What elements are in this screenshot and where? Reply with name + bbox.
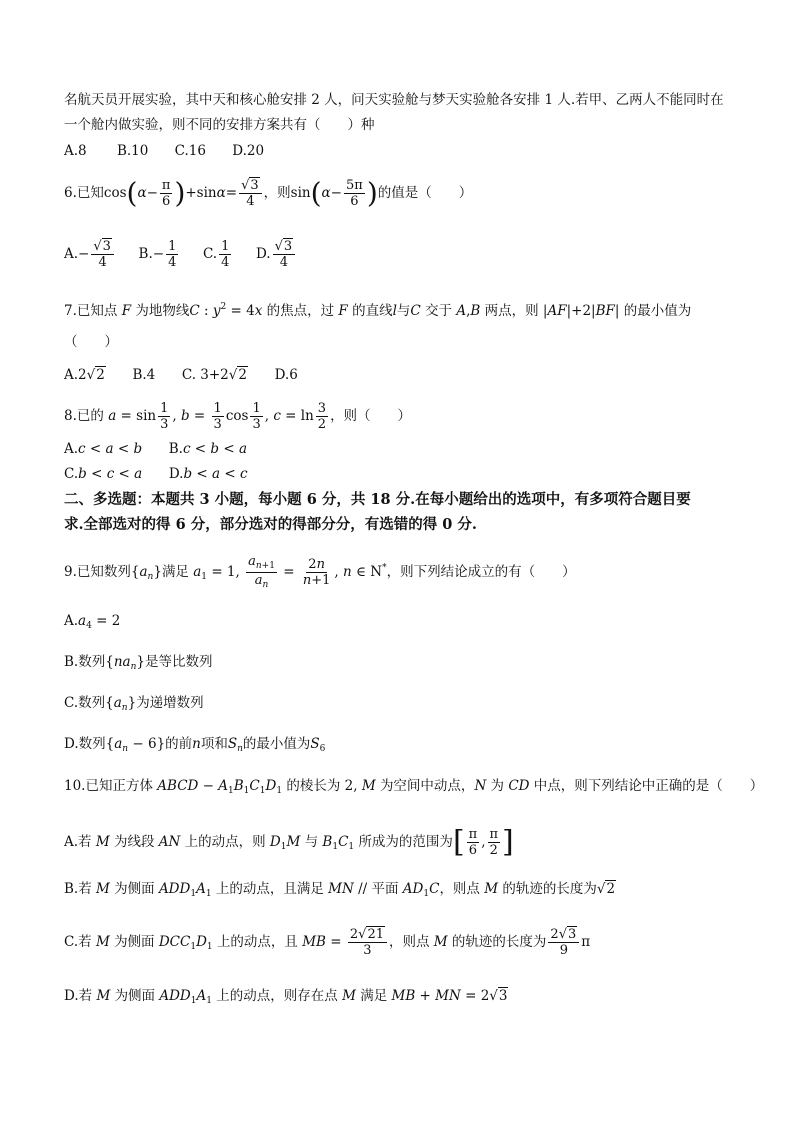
q9-option-c-text: 为递增数列 bbox=[136, 695, 204, 711]
q10-option-a-4: 与 bbox=[304, 834, 319, 850]
q9-option-a: $A.a_4 = 2$ bbox=[64, 613, 121, 631]
q9-suffix: ，则下列结论成立的有（ ） bbox=[386, 564, 576, 580]
q9-option-b-label: B.数列 bbox=[64, 654, 106, 670]
section2-line-1: 二、多选题：本题共 3 小题，每小题 6 分，共 18 分.在每小题给出的选项中，有多项符合题目要 bbox=[64, 491, 691, 508]
q10-text4: 中点，则下列结论中正确的是（ ） bbox=[533, 778, 764, 794]
q5-option-b: B.10 bbox=[116, 143, 149, 159]
q10-option-d: D.若 M 为侧面 $ADD_1A_1$ 上的动点，则存在点 M 满足 MB + MN = 2√3 bbox=[64, 988, 508, 1006]
q9-option-b: B.数列$\{na_n\}$是等比数列 bbox=[64, 654, 213, 672]
q7-text2: 的焦点，过 bbox=[266, 303, 335, 319]
q7-text3: 的直线 bbox=[352, 303, 393, 319]
q10-option-a: A.若 M 为线段 AN 上的动点，则 $D_1M$ 与 $B_1C_1$ 所成为的范围为[ $\frac{\pi}{6}$ , $\frac{\pi}{2}$ ] bbox=[64, 824, 514, 860]
q6-suffix: 的值是（ ） bbox=[377, 185, 473, 201]
q5-option-a: A.8 bbox=[64, 143, 87, 159]
q10-option-b-6: 的轨迹的长度为 bbox=[502, 881, 597, 897]
q10-prefix: 10.已知正方体 bbox=[64, 778, 153, 794]
q6-option-c: C. bbox=[202, 246, 218, 262]
q9-option-c-label: C.数列 bbox=[64, 695, 106, 711]
q7-option-c: C. bbox=[181, 367, 196, 383]
q10-option-d-1: D.若 bbox=[64, 988, 93, 1004]
q7-option-b: B.4 bbox=[132, 367, 156, 383]
q7-stem: 7.已知点 F 为地物线C : $y^2 = 4x$ 的焦点，过 F 的直线l与C 交于 A,B 两点，则 |AF|+2|BF| 的最小值为 bbox=[64, 302, 692, 319]
q9-option-d-label: D.数列 bbox=[64, 736, 106, 752]
q8-option-b: B. bbox=[168, 441, 183, 457]
q10-option-d-4: 满足 bbox=[360, 988, 388, 1004]
q7-text6: 两点，则 bbox=[484, 303, 539, 319]
q5-option-c: C.16 bbox=[174, 143, 206, 159]
q10-option-b-4: 平面 bbox=[371, 881, 399, 897]
q10-text3: 为 bbox=[490, 778, 505, 794]
q9-option-a-label: A. bbox=[64, 613, 79, 629]
q8-options-row1: A.c < a < b B.c < b < a bbox=[64, 441, 248, 457]
section2-line-2: 求.全部选对的得 6 分，部分选对的得部分分，有选错的得 0 分. bbox=[64, 516, 477, 533]
q10-option-b-2: 为侧面 bbox=[114, 881, 155, 897]
q8-stem: 8.已的 a = sin $\frac{1}{3}$ , b = $\frac{1}{3}$ cos $\frac{1}{3}$ , c = ln $\frac{3}{2}$ ，则（ ） bbox=[64, 401, 412, 432]
q9-option-d-text3: 的最小值为 bbox=[242, 736, 311, 752]
q10-text2: 为空间中动点， bbox=[379, 778, 475, 794]
q7-prefix: 7.已知点 bbox=[64, 303, 118, 319]
q8-option-a: A. bbox=[64, 441, 79, 457]
q6-option-d: D. bbox=[255, 246, 271, 262]
q10-option-b-5: ，则点 bbox=[439, 881, 480, 897]
q6-options: A.− $\frac{√3}{4}$ B.− $\frac{1}{4}$ C. $\frac{1}{4}$ D. $\frac{√3}{4}$ bbox=[64, 234, 297, 274]
q9-option-d-text1: 的前 bbox=[165, 736, 193, 752]
q10-option-b: B.若 M 为侧面 $ADD_1A_1$ 上的动点，且满足 MN // 平面 $AD_1C$，则点 M 的轨迹的长度为√2 bbox=[64, 881, 616, 899]
q10-option-c-3: 上的动点，且 bbox=[216, 934, 298, 950]
q7-option-d: D.6 bbox=[274, 367, 298, 383]
q9-text1: 满足 bbox=[161, 564, 189, 580]
q9-option-d-text2: 项和 bbox=[200, 736, 228, 752]
q10-option-b-3: 上的动点，且满足 bbox=[215, 881, 324, 897]
q10-option-d-3: 上的动点，则存在点 bbox=[216, 988, 338, 1004]
q10-option-c-2: 为侧面 bbox=[114, 934, 155, 950]
q9-prefix: 9.已知数列 bbox=[64, 564, 131, 580]
q7-text7: 的最小值为 bbox=[623, 303, 692, 319]
q6-mid: ，则 bbox=[263, 185, 291, 201]
q10-option-c-4: ，则点 bbox=[389, 934, 430, 950]
q8-options-row2: C.b < c < a D.b < a < c bbox=[64, 466, 248, 482]
q10-option-c-5: 的轨迹的长度为 bbox=[451, 934, 547, 950]
q10-option-b-1: B.若 bbox=[64, 881, 92, 897]
q10-option-a-3: 上的动点，则 bbox=[184, 834, 266, 850]
q10-option-d-2: 为侧面 bbox=[114, 988, 156, 1004]
q8-option-c: C. bbox=[64, 466, 79, 482]
q10-option-a-5: 所成为的范围为 bbox=[358, 834, 453, 850]
q7-text1: 为地物线 bbox=[135, 303, 190, 319]
q7-paren: （ ） bbox=[64, 334, 118, 350]
q9-option-c: C.数列$\{a_n\}$为递增数列 bbox=[64, 695, 204, 713]
q10-option-c-1: C.若 bbox=[64, 934, 92, 950]
q7-option-a: A. bbox=[64, 367, 79, 383]
q7-text5: 交于 bbox=[425, 303, 453, 319]
q10-text1: 的棱长为 bbox=[286, 778, 341, 794]
q8-option-d: D. bbox=[168, 466, 184, 482]
q6-option-a: A. bbox=[64, 246, 79, 262]
q9-option-d: D.数列$\{a_n - 6\}$的前n项和$S_n$的最小值为$S_6$ bbox=[64, 736, 326, 754]
q10-option-c: C.若 M 为侧面 $DCC_1D_1$ 上的动点，且 MB = $\frac{2√21}{3}$ ，则点 M 的轨迹的长度为 $\frac{2√3}{9}$ π bbox=[64, 927, 591, 958]
q10-option-a-1: A.若 bbox=[64, 834, 92, 850]
q7-text4: 与 bbox=[396, 303, 411, 319]
q6-stem: 6.已知cos(α− $\frac{\pi}{6}$ )+sinα= $\frac{√3}{4}$ ，则sin(α− $\frac{5\pi}{6}$ )的值是（ ） bbox=[64, 176, 473, 210]
q10-option-a-2: 为线段 bbox=[113, 834, 155, 850]
q8-suffix: ，则（ ） bbox=[330, 408, 412, 424]
q6-option-b: B. bbox=[138, 246, 153, 262]
q5-options bbox=[64, 142, 264, 160]
q9-stem: 9.已知数列$\{a_n\}$满足 $a_1 = 1$, $\frac{a_{n+1}}{a_n}$ = $\frac{2n}{n+1}$ , n ∈ N*，则下列结论成立的有（ ） bbox=[64, 554, 576, 590]
q5-option-d: D.20 bbox=[232, 143, 265, 159]
intro-line-2: 一个舱内做实验，则不同的安排方案共有（ ）种 bbox=[64, 117, 375, 133]
q10-stem: 10.已知正方体 ABCD − $A_1B_1C_1D_1$ 的棱长为 2, M 为空间中动点，N 为 CD 中点，则下列结论中正确的是（ ） bbox=[64, 778, 764, 796]
q7-options: A.2√2 B.4 C. 3+2√2 D.6 bbox=[64, 367, 298, 383]
q6-prefix: 6.已知 bbox=[64, 185, 104, 201]
intro-line-1: 名航天员开展实验，其中天和核心舱安排 2 人，问天实验舱与梦天实验舱各安排 1 人.若甲、乙两人不能同时在 bbox=[64, 92, 724, 108]
q9-option-b-text: 是等比数列 bbox=[144, 654, 213, 670]
q8-prefix: 8.已的 bbox=[64, 408, 104, 424]
